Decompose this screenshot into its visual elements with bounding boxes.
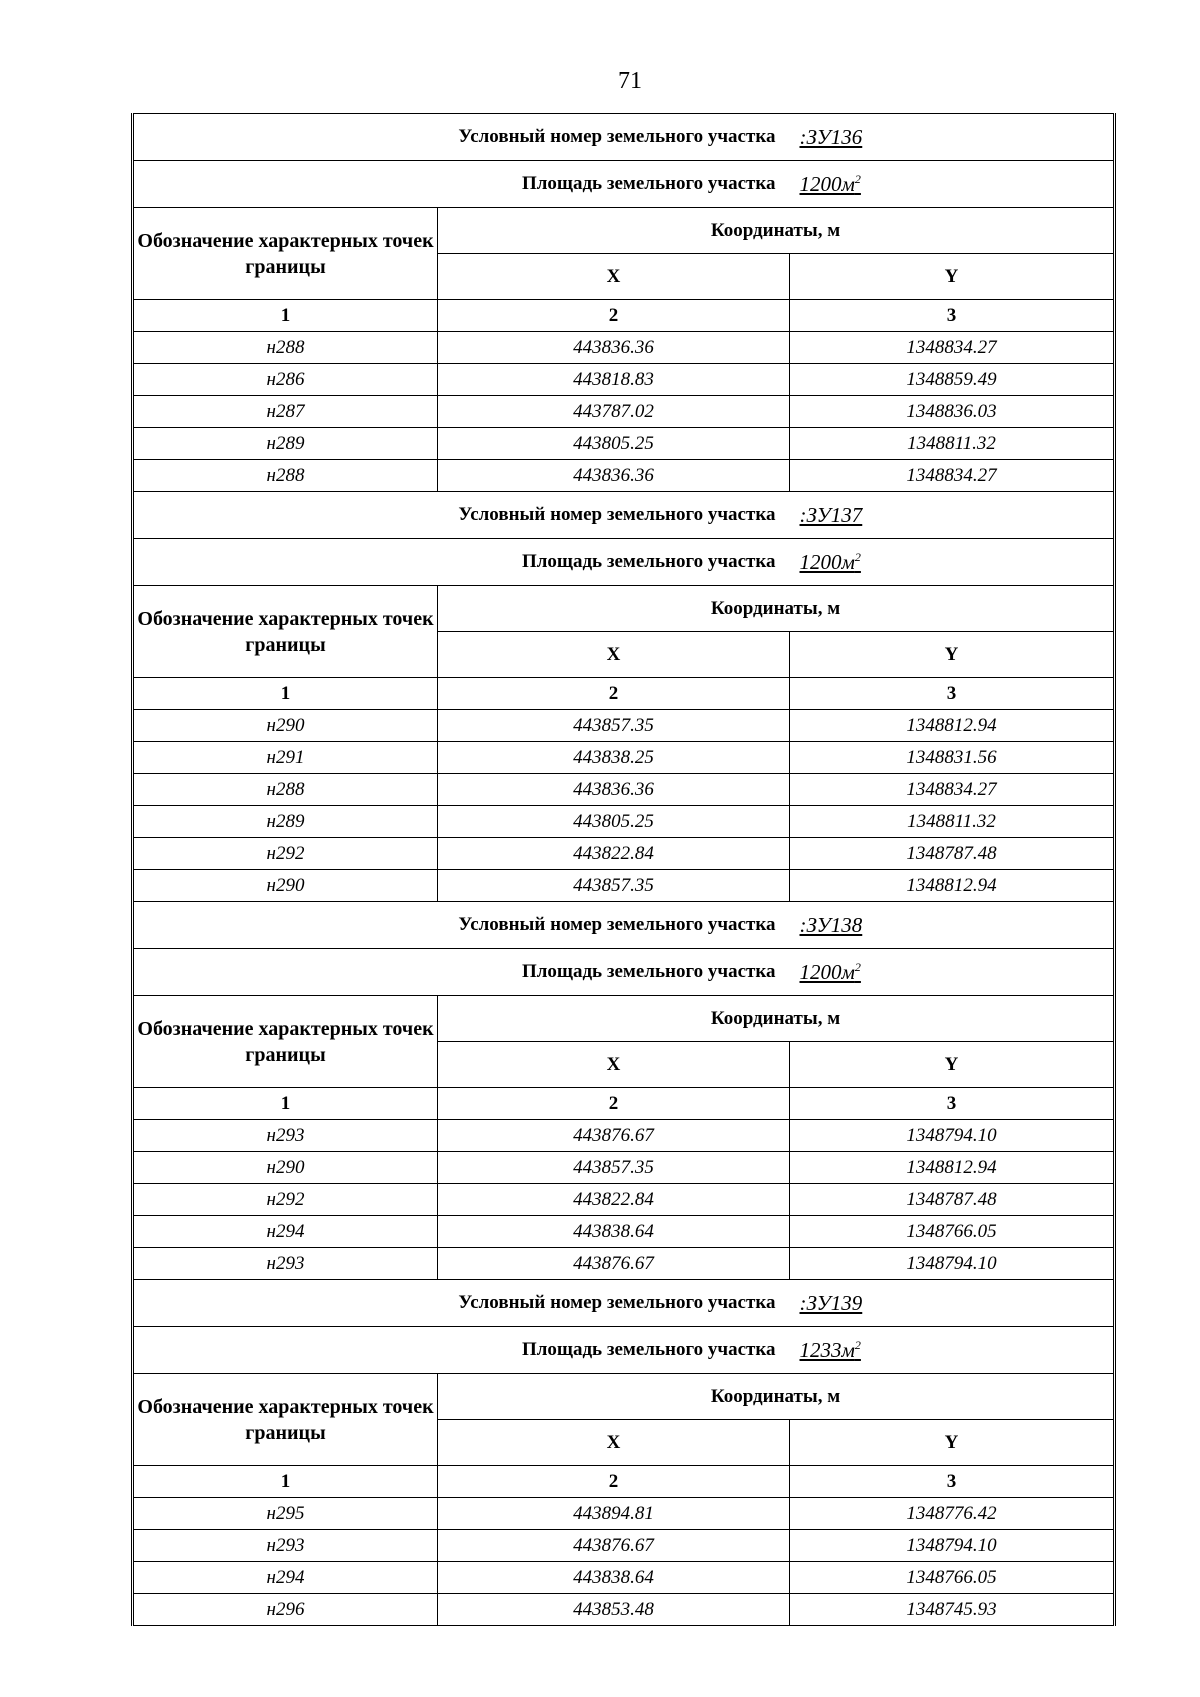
parcel-area-exponent: 2	[854, 959, 861, 974]
y-value: 1348859.49	[790, 364, 1115, 396]
x-value: 443818.83	[438, 364, 790, 396]
table-row	[133, 1152, 1115, 1184]
column-number-col3: 3	[790, 678, 1115, 710]
x-value: 443838.64	[438, 1562, 790, 1594]
column-number-col2: 2	[438, 1466, 790, 1498]
x-value: 443836.36	[438, 774, 790, 806]
parcel-number-text: :ЗУ136	[799, 124, 863, 149]
x-value: 443836.36	[438, 460, 790, 492]
parcel-area-text	[800, 172, 861, 196]
x-value: 443894.81	[438, 1498, 790, 1530]
table-row	[133, 1562, 1115, 1594]
point-name: н289	[133, 428, 438, 460]
y-value: 1348794.10	[790, 1248, 1115, 1280]
x-header: X	[438, 254, 790, 300]
coordinates-header: Координаты, м	[438, 996, 1115, 1042]
table-row	[133, 428, 1115, 460]
y-value: 1348812.94	[790, 1152, 1115, 1184]
parcel-coordinates-table	[131, 113, 1116, 1626]
parcel-area-row	[133, 1327, 1115, 1374]
table-row	[133, 1530, 1115, 1562]
parcel-area-text	[800, 1338, 861, 1362]
y-value: 1348811.32	[790, 806, 1115, 838]
x-value: 443838.25	[438, 742, 790, 774]
parcel-area-text	[800, 960, 861, 984]
parcel-number-label: Условный номер земельного участка	[133, 1280, 790, 1327]
parcel-area-value	[790, 161, 1115, 208]
point-name: н295	[133, 1498, 438, 1530]
coordinates-header-row	[133, 208, 1115, 254]
parcel-area-exponent: 2	[854, 1337, 861, 1352]
y-value: 1348811.32	[790, 428, 1115, 460]
x-value: 443836.36	[438, 332, 790, 364]
x-value: 443822.84	[438, 838, 790, 870]
parcel-number-value	[790, 902, 1115, 949]
table-row	[133, 806, 1115, 838]
y-header: Y	[790, 632, 1115, 678]
table-row	[133, 1184, 1115, 1216]
table-row	[133, 870, 1115, 902]
point-name: н289	[133, 806, 438, 838]
y-value: 1348745.93	[790, 1594, 1115, 1626]
parcel-number-label: Условный номер земельного участка	[133, 492, 790, 539]
y-value: 1348831.56	[790, 742, 1115, 774]
x-header: X	[438, 1042, 790, 1088]
point-name: н293	[133, 1120, 438, 1152]
point-name: н291	[133, 742, 438, 774]
y-value: 1348794.10	[790, 1530, 1115, 1562]
parcel-area-label: Площадь земельного участка	[133, 1327, 790, 1374]
page-number: 71	[618, 68, 642, 94]
y-value: 1348766.05	[790, 1562, 1115, 1594]
x-value: 443822.84	[438, 1184, 790, 1216]
y-value: 1348834.27	[790, 460, 1115, 492]
column-number-col2: 2	[438, 678, 790, 710]
point-name: н296	[133, 1594, 438, 1626]
parcel-area-row	[133, 161, 1115, 208]
table-row	[133, 332, 1115, 364]
parcel-number-row	[133, 492, 1115, 539]
column-number-col3: 3	[790, 1466, 1115, 1498]
table-row	[133, 774, 1115, 806]
point-name: н287	[133, 396, 438, 428]
column-number-row	[133, 300, 1115, 332]
parcel-area-row	[133, 949, 1115, 996]
point-name: н288	[133, 332, 438, 364]
y-header: Y	[790, 254, 1115, 300]
coordinates-document	[131, 113, 1113, 1626]
column-number-col2: 2	[438, 300, 790, 332]
parcel-number-value	[790, 114, 1115, 161]
table-row	[133, 1216, 1115, 1248]
table-row	[133, 460, 1115, 492]
table-row	[133, 396, 1115, 428]
column-number-col1: 1	[133, 678, 438, 710]
table-row	[133, 742, 1115, 774]
table-row	[133, 710, 1115, 742]
x-header: X	[438, 632, 790, 678]
parcel-area-exponent: 2	[854, 549, 861, 564]
coordinates-header: Координаты, м	[438, 1374, 1115, 1420]
table-row	[133, 1594, 1115, 1626]
y-value: 1348836.03	[790, 396, 1115, 428]
y-header: Y	[790, 1042, 1115, 1088]
y-value: 1348787.48	[790, 1184, 1115, 1216]
point-designation-header: Обозначение характерных точек границы	[133, 208, 438, 300]
x-value: 443857.35	[438, 870, 790, 902]
table-row	[133, 1248, 1115, 1280]
y-value: 1348812.94	[790, 710, 1115, 742]
coordinates-header: Координаты, м	[438, 208, 1115, 254]
column-number-col3: 3	[790, 300, 1115, 332]
column-number-row	[133, 678, 1115, 710]
table-row	[133, 1120, 1115, 1152]
column-number-col1: 1	[133, 1466, 438, 1498]
point-name: н290	[133, 1152, 438, 1184]
point-name: н288	[133, 460, 438, 492]
parcel-number-row	[133, 1280, 1115, 1327]
point-designation-header: Обозначение характерных точек границы	[133, 1374, 438, 1466]
parcel-area-label: Площадь земельного участка	[133, 949, 790, 996]
column-number-row	[133, 1466, 1115, 1498]
parcel-number-text: :ЗУ137	[799, 502, 863, 527]
point-name: н292	[133, 1184, 438, 1216]
parcel-area-label: Площадь земельного участка	[133, 539, 790, 586]
table-row	[133, 1498, 1115, 1530]
point-name: н294	[133, 1562, 438, 1594]
parcel-number-value	[790, 492, 1115, 539]
column-number-col3: 3	[790, 1088, 1115, 1120]
y-value: 1348794.10	[790, 1120, 1115, 1152]
x-value: 443853.48	[438, 1594, 790, 1626]
x-value: 443876.67	[438, 1120, 790, 1152]
point-name: н288	[133, 774, 438, 806]
x-value: 443876.67	[438, 1530, 790, 1562]
x-value: 443805.25	[438, 428, 790, 460]
parcel-area-label: Площадь земельного участка	[133, 161, 790, 208]
column-number-col1: 1	[133, 300, 438, 332]
x-value: 443857.35	[438, 1152, 790, 1184]
point-name: н294	[133, 1216, 438, 1248]
x-value: 443805.25	[438, 806, 790, 838]
parcel-area-value	[790, 539, 1115, 586]
parcel-area-number: 1200м	[799, 959, 855, 984]
parcel-area-number: 1233м	[799, 1337, 855, 1362]
point-name: н290	[133, 870, 438, 902]
point-designation-header: Обозначение характерных точек границы	[133, 996, 438, 1088]
parcel-area-text	[800, 550, 861, 574]
parcel-area-number: 1200м	[799, 171, 855, 196]
y-value: 1348834.27	[790, 774, 1115, 806]
x-value: 443838.64	[438, 1216, 790, 1248]
table-row	[133, 838, 1115, 870]
x-value: 443787.02	[438, 396, 790, 428]
parcel-number-row	[133, 902, 1115, 949]
point-name: н292	[133, 838, 438, 870]
parcel-number-value	[790, 1280, 1115, 1327]
point-designation-header: Обозначение характерных точек границы	[133, 586, 438, 678]
y-value: 1348834.27	[790, 332, 1115, 364]
x-header: X	[438, 1420, 790, 1466]
y-header: Y	[790, 1420, 1115, 1466]
parcel-number-label: Условный номер земельного участка	[133, 902, 790, 949]
parcel-number-label: Условный номер земельного участка	[133, 114, 790, 161]
point-name: н290	[133, 710, 438, 742]
point-name: н286	[133, 364, 438, 396]
y-value: 1348787.48	[790, 838, 1115, 870]
coordinates-header: Координаты, м	[438, 586, 1115, 632]
point-name: н293	[133, 1530, 438, 1562]
table-row	[133, 364, 1115, 396]
parcel-number-row	[133, 114, 1115, 161]
coordinates-header-row	[133, 586, 1115, 632]
coordinates-header-row	[133, 996, 1115, 1042]
parcel-number-text: :ЗУ139	[799, 1290, 863, 1315]
parcel-area-value	[790, 1327, 1115, 1374]
x-value: 443876.67	[438, 1248, 790, 1280]
parcel-area-number: 1200м	[799, 549, 855, 574]
x-value: 443857.35	[438, 710, 790, 742]
column-number-col2: 2	[438, 1088, 790, 1120]
parcel-number-text: :ЗУ138	[799, 912, 863, 937]
y-value: 1348812.94	[790, 870, 1115, 902]
column-number-col1: 1	[133, 1088, 438, 1120]
y-value: 1348766.05	[790, 1216, 1115, 1248]
column-number-row	[133, 1088, 1115, 1120]
y-value: 1348776.42	[790, 1498, 1115, 1530]
coordinates-header-row	[133, 1374, 1115, 1420]
parcel-area-row	[133, 539, 1115, 586]
point-name: н293	[133, 1248, 438, 1280]
parcel-area-exponent: 2	[854, 171, 861, 186]
parcel-area-value	[790, 949, 1115, 996]
